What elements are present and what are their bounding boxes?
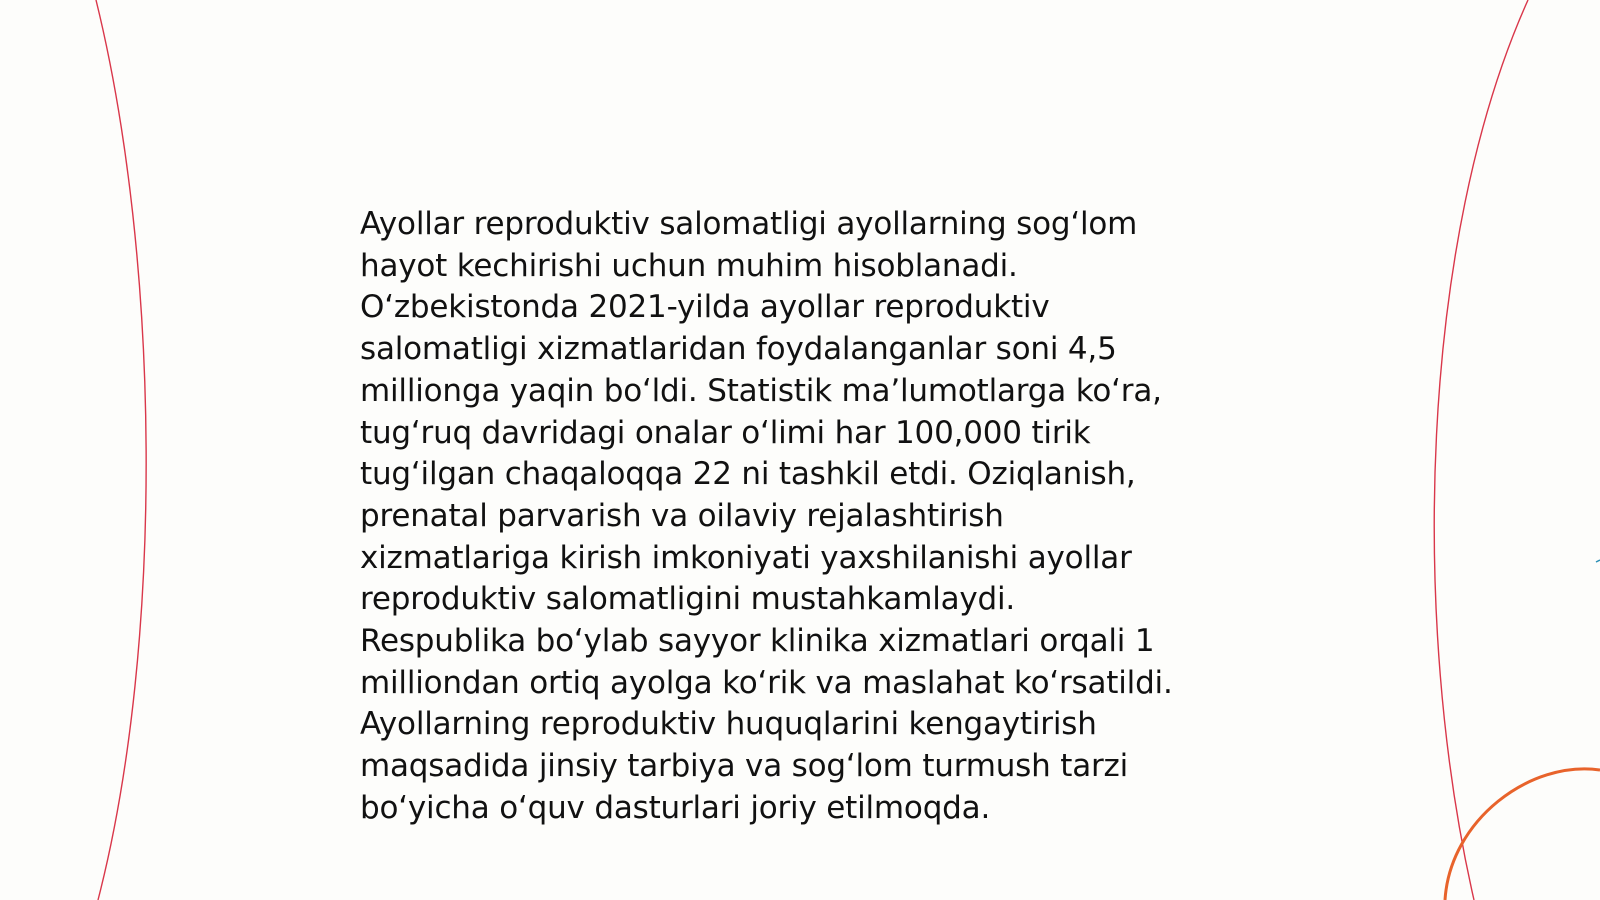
paragraph-line: hayot kechirishi uchun muhim hisoblanadi. [360, 247, 1018, 284]
paragraph-line: maqsadida jinsiy tarbiya va sog‘lom turmush tarzi [360, 748, 1129, 785]
left-arc [96, 0, 146, 900]
paragraph-line: xizmatlariga kirish imkoniyati yaxshilanishi ayollar [360, 539, 1132, 576]
right-arc [1434, 0, 1528, 900]
paragraph-line: salomatligi xizmatlaridan foydalanganlar soni 4,5 [360, 331, 1117, 368]
paragraph-line: Ayollarning reproduktiv huquqlarini kengaytirish [360, 706, 1097, 743]
paragraph-line: reproduktiv salomatligini mustahkamlaydi. [360, 581, 1016, 618]
paragraph-line: prenatal parvarish va oilaviy rejalashtirish [360, 497, 1004, 534]
paragraph-line: tug‘ilgan chaqaloqqa 22 ni tashkil etdi. Oziqlanish, [360, 456, 1136, 493]
paragraph-line: tug‘ruq davridagi onalar o‘limi har 100,000 tirik [360, 414, 1091, 451]
bottom-right-orange-arc [1445, 769, 1600, 900]
paragraph-line: millionga yaqin bo‘ldi. Statistik ma’lumotlarga ko‘ra, [360, 372, 1162, 409]
paragraph-line: O‘zbekistonda 2021-yilda ayollar reproduktiv [360, 289, 1050, 326]
body-paragraph [360, 204, 1260, 830]
paragraph-line: Ayollar reproduktiv salomatligi ayollarning sog‘lom [360, 206, 1138, 242]
paragraph-line: bo‘yicha o‘quv dasturlari joriy etilmoqda. [360, 789, 991, 826]
right-edge-tick [1596, 560, 1600, 562]
paragraph-line: milliondan ortiq ayolga ko‘rik va maslahat ko‘rsatildi. [360, 664, 1173, 701]
paragraph-line: Respublika bo‘ylab sayyor klinika xizmatlari orqali 1 [360, 623, 1155, 660]
